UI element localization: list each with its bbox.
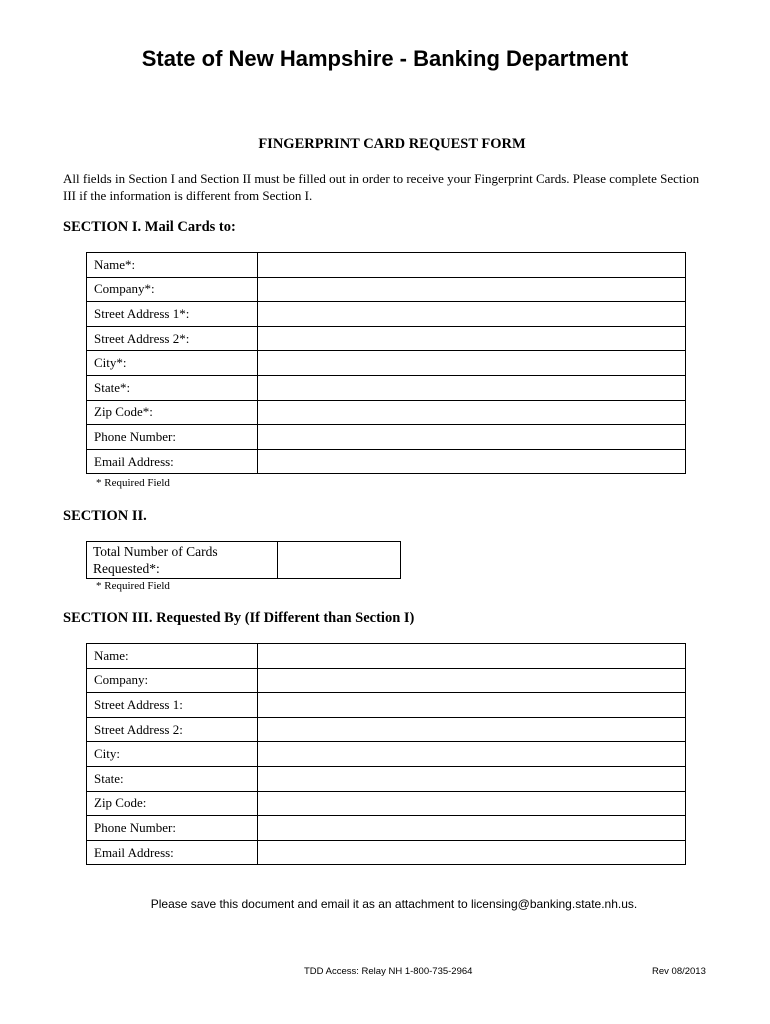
email-address-field[interactable] — [258, 449, 686, 474]
field-label: Company: — [87, 668, 258, 693]
field-label: Street Address 2*: — [87, 326, 258, 351]
field-label: Email Address: — [87, 840, 258, 865]
cards-requested-label — [87, 542, 278, 579]
requester-name-field[interactable] — [258, 644, 686, 669]
table-row — [87, 375, 686, 400]
table-row — [87, 840, 686, 865]
zip-code-field[interactable] — [258, 400, 686, 425]
email-instruction: Please save this document and email it as an attachment to licensing@banking.state.nh.us. — [150, 897, 638, 911]
cards-label-line-2: Requested*: — [93, 561, 160, 576]
section-2-heading: SECTION II. — [63, 508, 147, 524]
section-2-table — [86, 541, 401, 579]
field-label: Name*: — [87, 253, 258, 278]
field-label: State: — [87, 766, 258, 791]
section-1-table — [86, 252, 686, 474]
table-row — [87, 400, 686, 425]
requester-email-address-field[interactable] — [258, 840, 686, 865]
requester-phone-number-field[interactable] — [258, 816, 686, 841]
field-label: Street Address 1: — [87, 693, 258, 718]
requester-street-address-2-field[interactable] — [258, 717, 686, 742]
field-label: Street Address 1*: — [87, 302, 258, 327]
table-row — [87, 742, 686, 767]
table-row — [87, 302, 686, 327]
table-row — [87, 816, 686, 841]
phone-number-field[interactable] — [258, 425, 686, 450]
field-label: Zip Code*: — [87, 400, 258, 425]
table-row — [87, 253, 686, 278]
table-row — [87, 542, 401, 579]
required-field-note: * Required Field — [96, 580, 170, 592]
street-address-1-field[interactable] — [258, 302, 686, 327]
tdd-access-note: TDD Access: Relay NH 1-800-735-2964 — [304, 966, 473, 977]
table-row — [87, 668, 686, 693]
field-label: Zip Code: — [87, 791, 258, 816]
name-field[interactable] — [258, 253, 686, 278]
cards-label-line-1: Total Number of Cards — [93, 544, 218, 559]
field-label: Name: — [87, 644, 258, 669]
section-3-heading: SECTION III. Requested By (If Different than Section I) — [63, 610, 415, 626]
company-field[interactable] — [258, 277, 686, 302]
page-title: State of New Hampshire - Banking Department — [141, 46, 629, 71]
requester-zip-code-field[interactable] — [258, 791, 686, 816]
table-row — [87, 766, 686, 791]
table-row — [87, 425, 686, 450]
form-title: FINGERPRINT CARD REQUEST FORM — [258, 136, 526, 152]
revision-date: Rev 08/2013 — [652, 966, 706, 977]
field-label: Email Address: — [87, 449, 258, 474]
field-label: Street Address 2: — [87, 717, 258, 742]
table-row — [87, 351, 686, 376]
requester-street-address-1-field[interactable] — [258, 693, 686, 718]
table-row — [87, 717, 686, 742]
street-address-2-field[interactable] — [258, 326, 686, 351]
cards-requested-field[interactable] — [278, 542, 401, 579]
intro-text: All fields in Section I and Section II must be filled out in order to receive your Fingerprint Cards. Please complete Section III if the information is different from Section I. — [63, 171, 700, 203]
section-3-table — [86, 643, 686, 865]
table-row — [87, 791, 686, 816]
table-row — [87, 449, 686, 474]
table-row — [87, 326, 686, 351]
requester-company-field[interactable] — [258, 668, 686, 693]
city-field[interactable] — [258, 351, 686, 376]
field-label: City*: — [87, 351, 258, 376]
requester-state-field[interactable] — [258, 766, 686, 791]
table-row — [87, 277, 686, 302]
field-label: Phone Number: — [87, 816, 258, 841]
table-row — [87, 693, 686, 718]
field-label: City: — [87, 742, 258, 767]
requester-city-field[interactable] — [258, 742, 686, 767]
field-label: Phone Number: — [87, 425, 258, 450]
field-label: Company*: — [87, 277, 258, 302]
table-row — [87, 644, 686, 669]
state-field[interactable] — [258, 375, 686, 400]
required-field-note: * Required Field — [96, 477, 170, 489]
section-1-heading: SECTION I. Mail Cards to: — [63, 219, 236, 235]
field-label: State*: — [87, 375, 258, 400]
